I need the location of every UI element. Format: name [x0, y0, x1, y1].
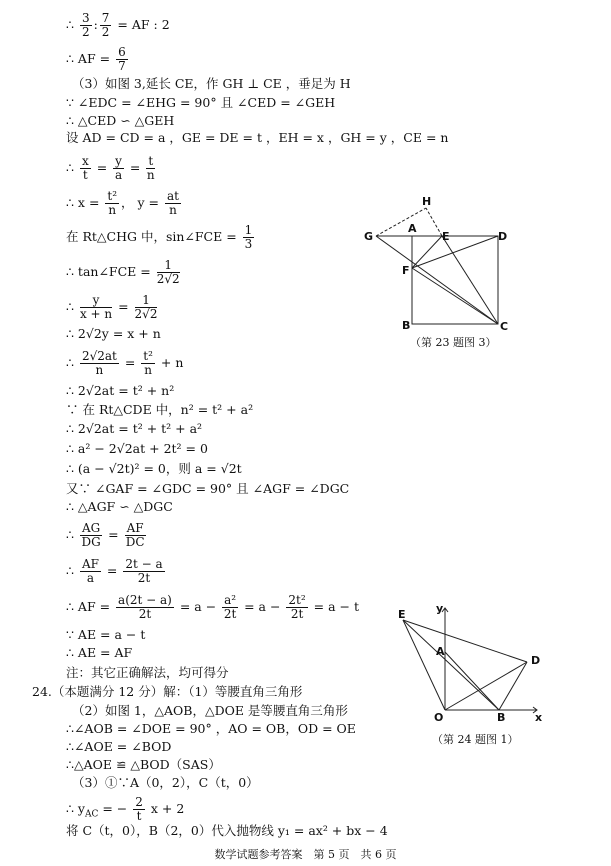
- line-eq13: ∴ $\frac{2√2at}{n}$ = $\frac{\text{t²}}{n}$ + n: [66, 349, 184, 377]
- label-y-axis: y: [436, 602, 444, 615]
- line-eq21: ∴ $\frac{AG}{DG}$ = $\frac{AF}{DC}$: [66, 521, 145, 549]
- line-eq23: ∴ AF = $\frac{a(2t - a)}{2t}$ = a − $\frac{\text{a²}}{2t}$ = a − $\frac{\text{2t²}}{2t}$ = a − t: [66, 593, 360, 621]
- figure-23-caption: （第 23 题图 3）: [410, 336, 497, 349]
- line-eq14: ∴ 2√2at = t² + n²: [66, 383, 175, 398]
- af-label: ∴ AF =: [66, 51, 111, 66]
- line-eq19: 又∵ ∠GAF = ∠GDC = 90° 且 ∠AGF = ∠DGC: [66, 481, 350, 496]
- af-numerator: 6: [118, 45, 126, 59]
- line-24-angles: ∴∠AOB = ∠DOE = 90° ，AO = OB，OD = OE: [66, 721, 356, 736]
- line-similar1: ∴ △CED ∽ △GEH: [66, 113, 175, 128]
- label-f: F: [402, 264, 410, 277]
- af-denominator: 7: [118, 59, 126, 73]
- label-b24: B: [497, 711, 506, 724]
- line-eq22: ∴ $\frac{AF}{a}$ = $\frac{2t - a}{2t}$: [66, 557, 163, 585]
- line-24-aoe: ∴∠AOE = ∠BOD: [66, 739, 172, 754]
- line-24-congruent: ∴△AOE ≌ △BOD（SAS）: [66, 757, 221, 772]
- label-a: A: [408, 222, 417, 235]
- line-eq15: ∵ 在 Rt△CDE 中，n² = t² + a²: [66, 402, 254, 417]
- label-c: C: [500, 320, 509, 333]
- q24-heading: 24.（本题满分 12 分）解：（1）等腰直角三角形: [32, 684, 303, 699]
- line-eq16: ∴ 2√2at = t² + t² + a²: [66, 421, 203, 436]
- line-part3: （3）如图 3,延长 CE，作 GH ⊥ CE ，垂足为 H: [72, 76, 351, 91]
- figure-24-caption: （第 24 题图 1）: [432, 733, 519, 746]
- line-ae-af: ∴ AE = AF: [66, 645, 133, 660]
- label-h: H: [422, 195, 432, 208]
- label-a24: A: [436, 645, 445, 658]
- line-24-parabola: 将 C（t，0），B（2，0）代入抛物线 y₁ = ax² + bx − 4: [66, 823, 388, 838]
- line-ratios: ∴ $\frac{x}{t}$ = $\frac{y}{a}$ = $\frac{t}{n}$: [66, 154, 155, 182]
- line-eq17: ∴ a² − 2√2at + 2t² = 0: [66, 441, 208, 456]
- line-eq12: ∴ 2√2y = x + n: [66, 326, 161, 341]
- label-d: D: [498, 230, 508, 243]
- label-x-axis: x: [535, 711, 543, 724]
- line-xy: ∴ x = $\frac{\text{t²}}{n}$ ， y = $\frac{at}{n}$: [66, 189, 179, 217]
- line-24-2: （2）如图 1，△AOB，△DOE 是等腰直角三角形: [72, 703, 348, 718]
- line-sin: 在 Rt△CHG 中，sin∠FCE = $\frac{1}{3}$: [66, 223, 253, 251]
- line-ae: ∵ AE = a − t: [66, 627, 146, 642]
- line-y-ratio: ∴ $\frac{y}{x + n}$ = $\frac{1}{2√2}$: [66, 293, 158, 321]
- label-e24: E: [398, 608, 406, 621]
- line-let: 设 AD = CD = a ，GE = DE = t ，EH = x ，GH = y ，CE = n: [66, 130, 449, 145]
- figure-24: [395, 600, 555, 730]
- label-o24: O: [434, 711, 444, 724]
- label-b: B: [402, 319, 411, 332]
- label-d24: D: [531, 654, 541, 667]
- line-af-value: [66, 46, 130, 73]
- line-similar2: ∴ △AGF ∽ △DGC: [66, 499, 173, 514]
- line-angle-eq: ∵ ∠EDC = ∠EHG = 90° 且 ∠CED = ∠GEH: [66, 95, 336, 110]
- line-24-3: （3）①∵A（0，2），C（t，0）: [72, 775, 259, 790]
- label-g: G: [364, 230, 374, 243]
- label-e: E: [442, 230, 450, 243]
- line-24-yac: ∴ $y_{AC}$ = − $\frac{2}{t}$ x + 2: [66, 795, 185, 823]
- line-ratio: ∴ $\frac{3}{2}$ : $\frac{7}{2}$ = AF : 2: [66, 11, 170, 39]
- page-footer: 数学试题参考答案 第 5 页 共 6 页: [214, 848, 397, 861]
- line-eq18: ∴ (a − √2t)² = 0，则 a = √2t: [66, 461, 242, 476]
- line-tan: ∴ tan∠FCE = $\frac{1}{2√2}$: [66, 258, 180, 286]
- note: 注：其它正确解法，均可得分: [66, 665, 229, 680]
